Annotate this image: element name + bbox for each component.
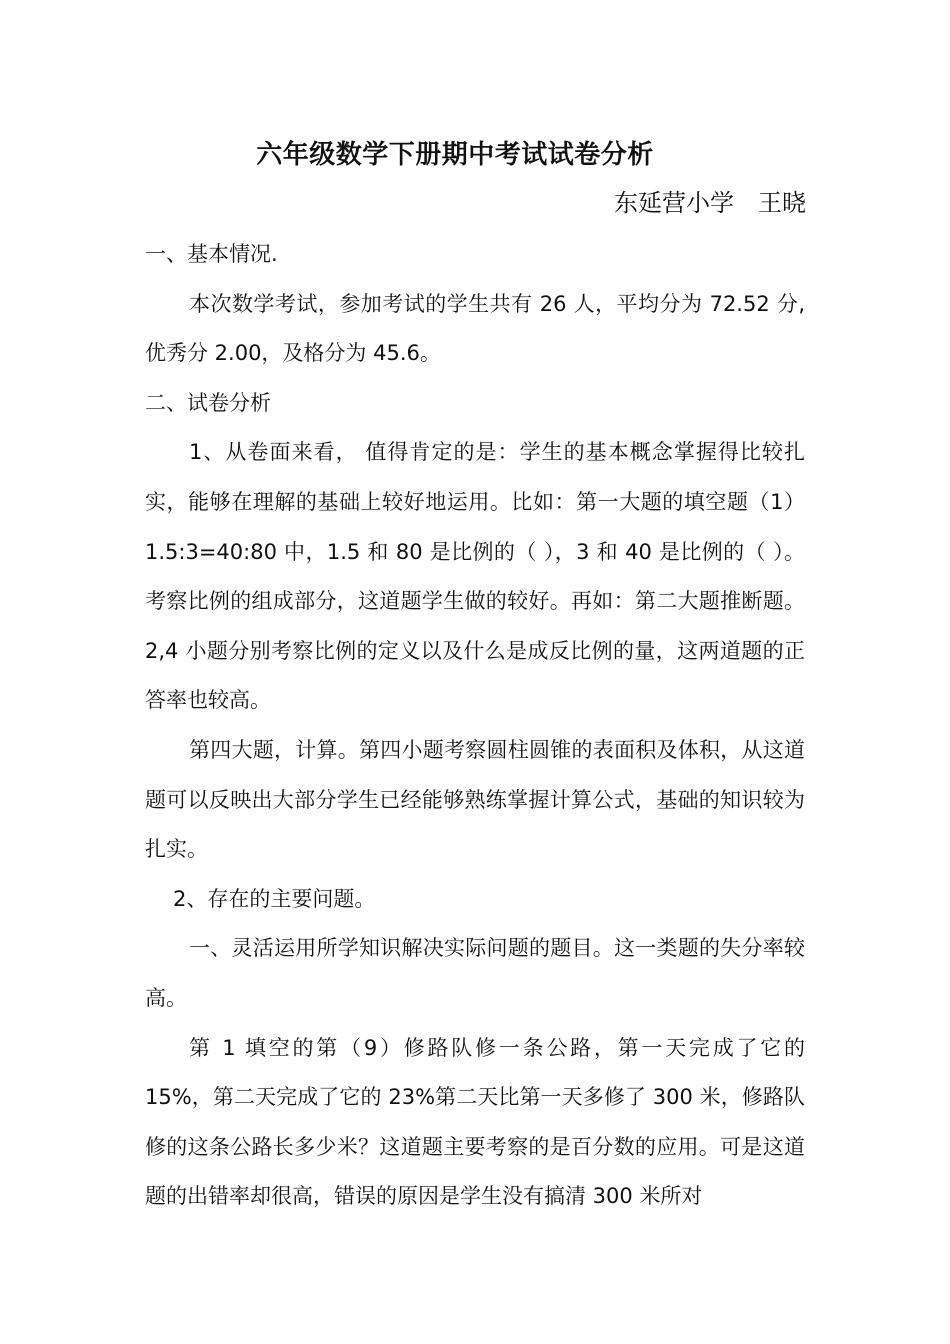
section-heading-basic: 一、基本情况. (145, 242, 278, 266)
author-line: 东延营小学 王晓 (614, 189, 806, 217)
paragraph-analysis-4: 第四大题，计算。第四小题考察圆柱圆锥的表面积及体积，从这道题可以反映出大部分学生已经能够熟练掌握计算公式，基础的知识较为扎实。 (145, 737, 805, 862)
document-body (145, 230, 805, 1222)
subheading-problems: 2、存在的主要问题。 (173, 886, 376, 911)
document-title: 六年级数学下册期中考试试卷分析 (256, 140, 654, 170)
paragraph-problem-1: 一、灵活运用所学知识解决实际问题的题目。这一类题的失分率较高。 (145, 936, 805, 1010)
paragraph-basic-stats: 本次数学考试，参加考试的学生共有 26 人，平均分为 72.52 分,优秀分 2.00，及格分为 45.6。 (145, 291, 805, 366)
paragraph-problem-example: 第 1 填空的第（9）修路队修一条公路，第一天完成了它的 15%，第二天完成了它的 23%第二天比第一天多修了 300 米，修路队修的这条公路长多少米？这道题主要考察的是百分数的应用。可是这道题的出错率却很高，错误的原因是学生没有搞清 300 米所对 (145, 1035, 805, 1209)
section-heading-analysis: 二、试卷分析 (145, 390, 271, 415)
paragraph-analysis-1: 1、从卷面来看， 值得肯定的是：学生的基本概念掌握得比较扎实，能够在理解的基础上较好地运用。比如：第一大题的填空题（1）1.5:3=40:80 中，1.5 和 80 是比例的（ ），3 和 40 是比例的（ ）。考察比例的组成部分，这道题学生做的较好。再如：第二大题推断题。2,4 小题分别考察比例的定义以及什么是成反比例的量，这两道题的正答率也较高。 (145, 440, 805, 713)
